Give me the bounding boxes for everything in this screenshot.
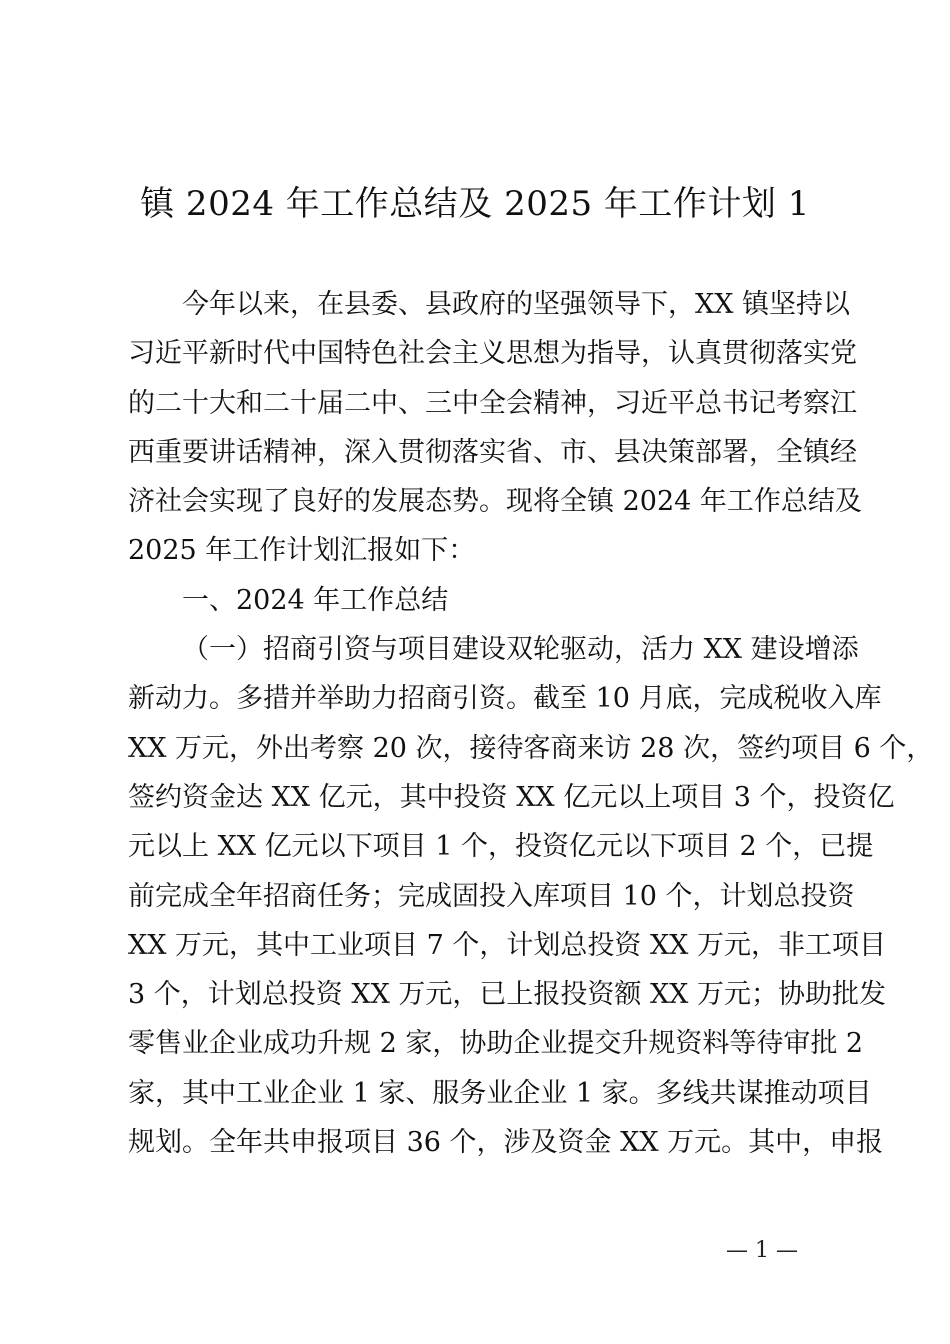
page-number: — 1 — xyxy=(726,1238,798,1263)
paragraph-line: 签约资金达 XX 亿元，其中投资 XX 亿元以上项目 3 个，投资亿 xyxy=(128,781,895,813)
paragraph-line: 济社会实现了良好的发展态势。现将全镇 2024 年工作总结及 xyxy=(128,486,862,518)
paragraph-line: 3 个，计划总投资 XX 万元，已上报投资额 XX 万元；协助批发 xyxy=(128,979,886,1011)
paragraph-line: 的二十大和二十届二中、三中全会精神，习近平总书记考察江 xyxy=(128,387,857,419)
paragraph-line: 今年以来，在县委、县政府的坚强领导下，XX 镇坚持以 xyxy=(182,289,851,320)
section-heading: 一、2024 年工作总结 xyxy=(182,584,449,616)
paragraph-line: XX 万元，其中工业项目 7 个，计划总投资 XX 万元，非工项目 xyxy=(128,929,886,961)
paragraph-line: XX 万元，外出考察 20 次，接待客商来访 28 次，签约项目 6 个， xyxy=(128,732,934,764)
paragraph-line: （一）招商引资与项目建设双轮驱动，活力 XX 建设增添 xyxy=(182,634,859,666)
paragraph-line: 规划。全年共申报项目 36 个，涉及资金 XX 万元。其中，申报 xyxy=(128,1127,884,1159)
document-body xyxy=(128,280,934,1167)
paragraph-line: 元以上 XX 亿元以下项目 1 个，投资亿元以下项目 2 个，已提 xyxy=(128,831,874,863)
paragraph-line: 习近平新时代中国特色社会主义思想为指导，认真贯彻落实党 xyxy=(128,338,857,370)
document-title: 镇 2024 年工作总结及 2025 年工作计划 1 xyxy=(140,184,810,224)
paragraph-line: 零售业企业成功升规 2 家，协助企业提交升规资料等待审批 2 xyxy=(128,1028,864,1060)
paragraph-line: 前完成全年招商任务；完成固投入库项目 10 个，计划总投资 xyxy=(128,880,855,912)
paragraph-line: 新动力。多措并举助力招商引资。截至 10 月底，完成税收入库 xyxy=(128,683,882,715)
paragraph-line: 2025 年工作计划汇报如下： xyxy=(128,535,476,567)
paragraph-line: 西重要讲话精神，深入贯彻落实省、市、县决策部署，全镇经 xyxy=(128,436,857,468)
paragraph-line: 家，其中工业企业 1 家、服务业企业 1 家。多线共谋推动项目 xyxy=(128,1077,872,1109)
